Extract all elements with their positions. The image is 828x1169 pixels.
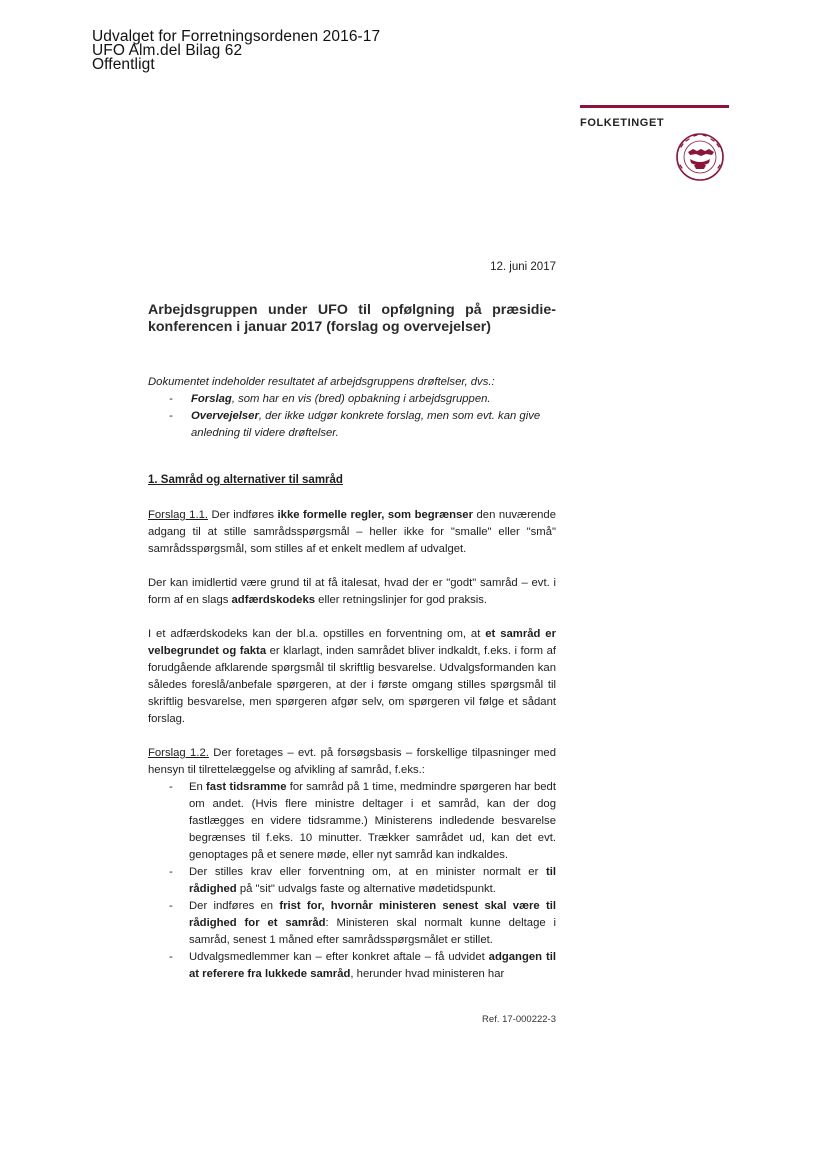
- archive-stamp: [92, 30, 380, 72]
- document-date: 12. juni 2017: [490, 261, 556, 273]
- forslag-1-1: Forslag 1.1. Der indføres ikke formelle regler, som begrænser den nuværende adgang til at stille samrådsspørgsmål – heller ikke for "smalle" eller "små" samrådsspørgsmål, som stilles af et enkelt medlem af udvalget.: [148, 509, 556, 555]
- list-item: - Udvalgsmedlemmer kan – efter konkret aftale – få udvidet adgangen til at referere fra lukkede samråd, herunder hvad ministeren har: [148, 949, 556, 983]
- intro-list: [148, 391, 556, 442]
- org-name: FOLKETINGET: [580, 117, 665, 129]
- stamp-status: Offentligt: [92, 56, 155, 73]
- list-item: - En fast tidsramme for samråd på 1 time, medmindre spørgeren har bedt om andet. (Hvis flere ministre deltager i et samråd, kan der dog fastlægges en videre tidsramme.) Ministerens indledende besvarelse begrænses til f.eks. 10 minutter. Trækker samrådet ud, kan det evt. genoptages på et senere møde, eller nyt samråd kan indkaldes.: [148, 779, 556, 864]
- document-body: [148, 302, 556, 983]
- forslag-1-2-list: [148, 779, 556, 983]
- intro-item: - Overvejelser, der ikke udgør konkrete forslag, men som evt. kan give anledning til videre drøftelser.: [148, 408, 556, 442]
- letterhead-rule: [580, 105, 729, 108]
- list-item: - Der indføres en frist for, hvornår ministeren senest skal være til rådighed for et samråd: Ministeren skal normalt kunne deltage i samråd, senest 1 måned efter samrådsspørgsmålet er stillet.: [148, 898, 556, 949]
- forslag-1-2: Forslag 1.2. Der foretages – evt. på forsøgsbasis – forskellige tilpasninger med hensyn til tilrettelæggelse og afvikling af samråd, f.eks.:: [148, 747, 556, 776]
- document-title: Arbejdsgruppen under UFO til opfølgning på præsidie-konferencen i januar 2017 (forslag og overvejelser): [148, 302, 556, 335]
- intro-text: Dokumentet indeholder resultatet af arbejdsgruppens drøftelser, dvs.:: [148, 376, 495, 388]
- folketinget-seal-icon: [670, 132, 730, 182]
- list-item: - Der stilles krav eller forventning om, at en minister normalt er til rådighed på "sit" udvalgs faste og alternative mødetidspunkt.: [148, 864, 556, 898]
- stamp-bilag: UFO Alm.del Bilag 62: [92, 42, 243, 59]
- intro-item: - Forslag, som har en vis (bred) opbakning i arbejdsgruppen.: [148, 391, 556, 408]
- stamp-committee: Udvalget for Forretningsordenen 2016-17: [92, 28, 381, 45]
- paragraph-adfaerdskodeks: Der kan imidlertid være grund til at få italesat, hvad der er "godt" samråd – evt. i form af en slags adfærdskodeks eller retningslinjer for god praksis.: [148, 577, 556, 606]
- paragraph-forventning: I et adfærdskodeks kan der bl.a. opstilles en forventning om, at et samråd er velbegrundet og fakta er klarlagt, inden samrådet bliver indkaldt, f.eks. i form af forudgående afklarende spørgsmål til skriftlig besvarelse. Udvalgsformanden kan således foreslå/anbefale spørgeren, at der i første omgang stilles spørgsmål til skriftlig besvarelse, men spørgeren afgør selv, om spørgeren vil følge et sådant forslag.: [148, 628, 557, 725]
- section-heading: 1. Samråd og alternativer til samråd: [148, 474, 343, 486]
- reference-number: Ref. 17-000222-3: [482, 1014, 556, 1025]
